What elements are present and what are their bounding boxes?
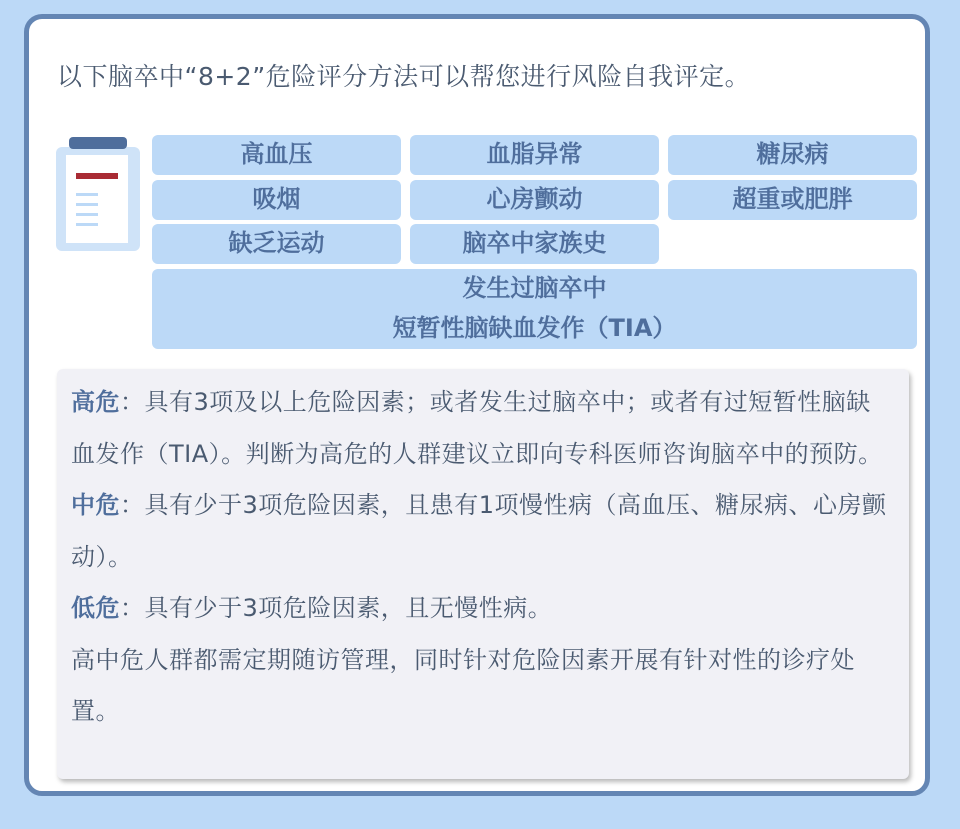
risk-factor-tag: 糖尿病 <box>668 135 917 175</box>
medium-risk-paragraph <box>71 480 895 583</box>
intro-text: 以下脑卒中“8+2”危险评分方法可以帮您进行风险自我评定。 <box>57 62 751 91</box>
risk-factor-tag: 超重或肥胖 <box>668 180 917 220</box>
risk-factor-tag: 血脂异常 <box>410 135 659 175</box>
low-risk-text: ：具有少于3项危险因素，且无慢性病。 <box>120 594 553 622</box>
high-risk-label: 高危 <box>71 388 120 416</box>
risk-factor-tag: 吸烟 <box>152 180 401 220</box>
low-risk-label: 低危 <box>71 594 120 622</box>
high-risk-text: ：具有3项及以上危险因素；或者发生过脑卒中；或者有过短暂性脑缺血发作（TIA）。判断为高危的人群建议立即向专科医师咨询脑卒中的预防。 <box>71 388 883 468</box>
clipboard-icon <box>56 137 140 247</box>
medium-risk-text: ：具有少于3项危险因素，且患有1项慢性病（高血压、糖尿病、心房颤动）。 <box>71 491 887 571</box>
risk-factor-tag: 高血压 <box>152 135 401 175</box>
major-event-line: 短暂性脑缺血发作（TIA） <box>392 314 677 342</box>
risk-factor-tag: 脑卒中家族史 <box>410 224 659 264</box>
major-event-line: 发生过脑卒中 <box>462 274 607 303</box>
major-event-tag <box>152 269 917 349</box>
low-risk-paragraph <box>71 583 895 635</box>
medium-risk-label: 中危 <box>71 491 120 519</box>
followup-note: 高中危人群都需定期随访管理，同时针对危险因素开展有针对性的诊疗处置。 <box>71 645 855 725</box>
risk-factor-tag: 缺乏运动 <box>152 224 401 264</box>
risk-level-panel <box>57 369 909 779</box>
risk-factor-tag: 心房颤动 <box>410 180 659 220</box>
info-card <box>24 14 930 796</box>
high-risk-paragraph <box>71 377 895 480</box>
